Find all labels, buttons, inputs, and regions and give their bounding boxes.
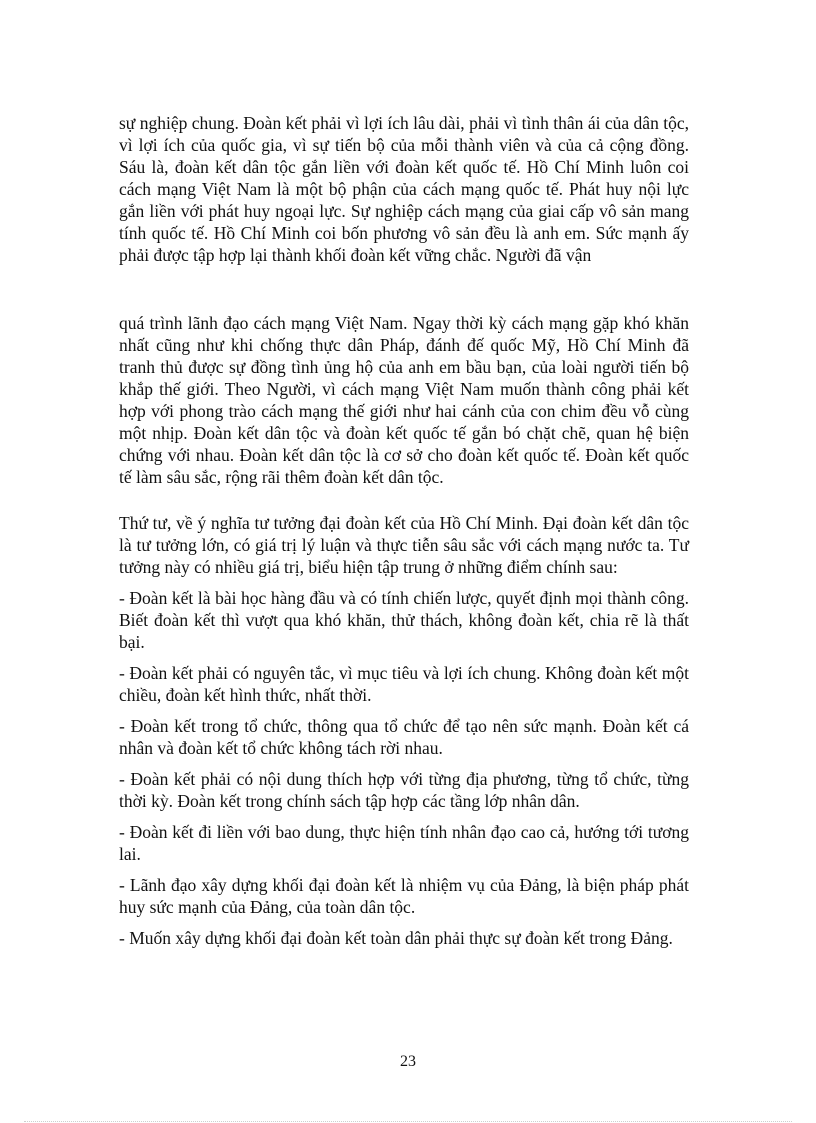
list-item: - Lãnh đạo xây dựng khối đại đoàn kết là nhiệm vụ của Đảng, là biện pháp phát huy sức mạnh của Đảng, của toàn dân tộc. [119,875,689,917]
list-item: - Muốn xây dựng khối đại đoàn kết toàn dân phải thực sự đoàn kết trong Đảng. [119,928,673,948]
paragraph-list-section [119,512,689,958]
paragraph-continuation [119,112,689,266]
paragraph: Thứ tư, về ý nghĩa tư tưởng đại đoàn kết của Hồ Chí Minh. Đại đoàn kết dân tộc là tư tưởng lớn, có giá trị lý luận và thực tiễn sâu sắc với cách mạng nước ta. Tư tưởng này có nhiều giá trị, biểu hiện tập trung ở những điểm chính sau: [119,513,689,577]
list-item: - Đoàn kết là bài học hàng đầu và có tính chiến lược, quyết định mọi thành công. Biết đoàn kết thì vượt qua khó khăn, thử thách, không đoàn kết, chia rẽ là thất bại. [119,588,689,652]
paragraph-international-solidarity [119,312,689,488]
page-divider [24,1121,792,1122]
list-item: - Đoàn kết phải có nội dung thích hợp với từng địa phương, từng tổ chức, từng thời kỳ. Đoàn kết trong chính sách tập hợp các tầng lớp nhân dân. [119,769,689,811]
list-item: - Đoàn kết đi liền với bao dung, thực hiện tính nhân đạo cao cả, hướng tới tương lai. [119,822,689,864]
list-item: - Đoàn kết phải có nguyên tắc, vì mục tiêu và lợi ích chung. Không đoàn kết một chiều, đoàn kết hình thức, nhất thời. [119,663,689,705]
paragraph: sự nghiệp chung. Đoàn kết phải vì lợi ích lâu dài, phải vì tình thân ái của dân tộc, vì lợi ích của quốc gia, vì sự tiến bộ của mỗi thành viên và của cả cộng đồng. Sáu là, đoàn kết dân tộc gắn liền với đoàn kết quốc tế. Hồ Chí Minh luôn coi cách mạng Việt Nam là một bộ phận của cách mạng quốc tế. Phát huy nội lực gắn liền với phát huy ngoại lực. Sự nghiệp cách mạng của giai cấp vô sản mang tính quốc tế. Hồ Chí Minh coi bốn phương vô sản đều là anh em. Sức mạnh ấy phải được tập hợp lại thành khối đoàn kết vững chắc. Người đã vận [119,113,689,265]
page-number: 23 [400,1053,416,1070]
list-item: - Đoàn kết trong tổ chức, thông qua tổ chức để tạo nên sức mạnh. Đoàn kết cá nhân và đoàn kết tổ chức không tách rời nhau. [119,716,689,758]
paragraph: quá trình lãnh đạo cách mạng Việt Nam. Ngay thời kỳ cách mạng gặp khó khăn nhất cũng như khi chống thực dân Pháp, đánh đế quốc Mỹ, Hồ Chí Minh đã tranh thủ được sự đồng tình ủng hộ của anh em bầu bạn, của loài người tiến bộ khắp thế giới. Theo Người, vì cách mạng Việt Nam muốn thành công phải kết hợp với phong trào cách mạng thế giới như hai cánh của con chim đều vỗ cùng một nhịp. Đoàn kết dân tộc và đoàn kết quốc tế gắn bó chặt chẽ, quan hệ biện chứng với nhau. Đoàn kết dân tộc là cơ sở cho đoàn kết quốc tế. Đoàn kết quốc tế làm sâu sắc, rộng rãi thêm đoàn kết dân tộc. [119,313,689,487]
